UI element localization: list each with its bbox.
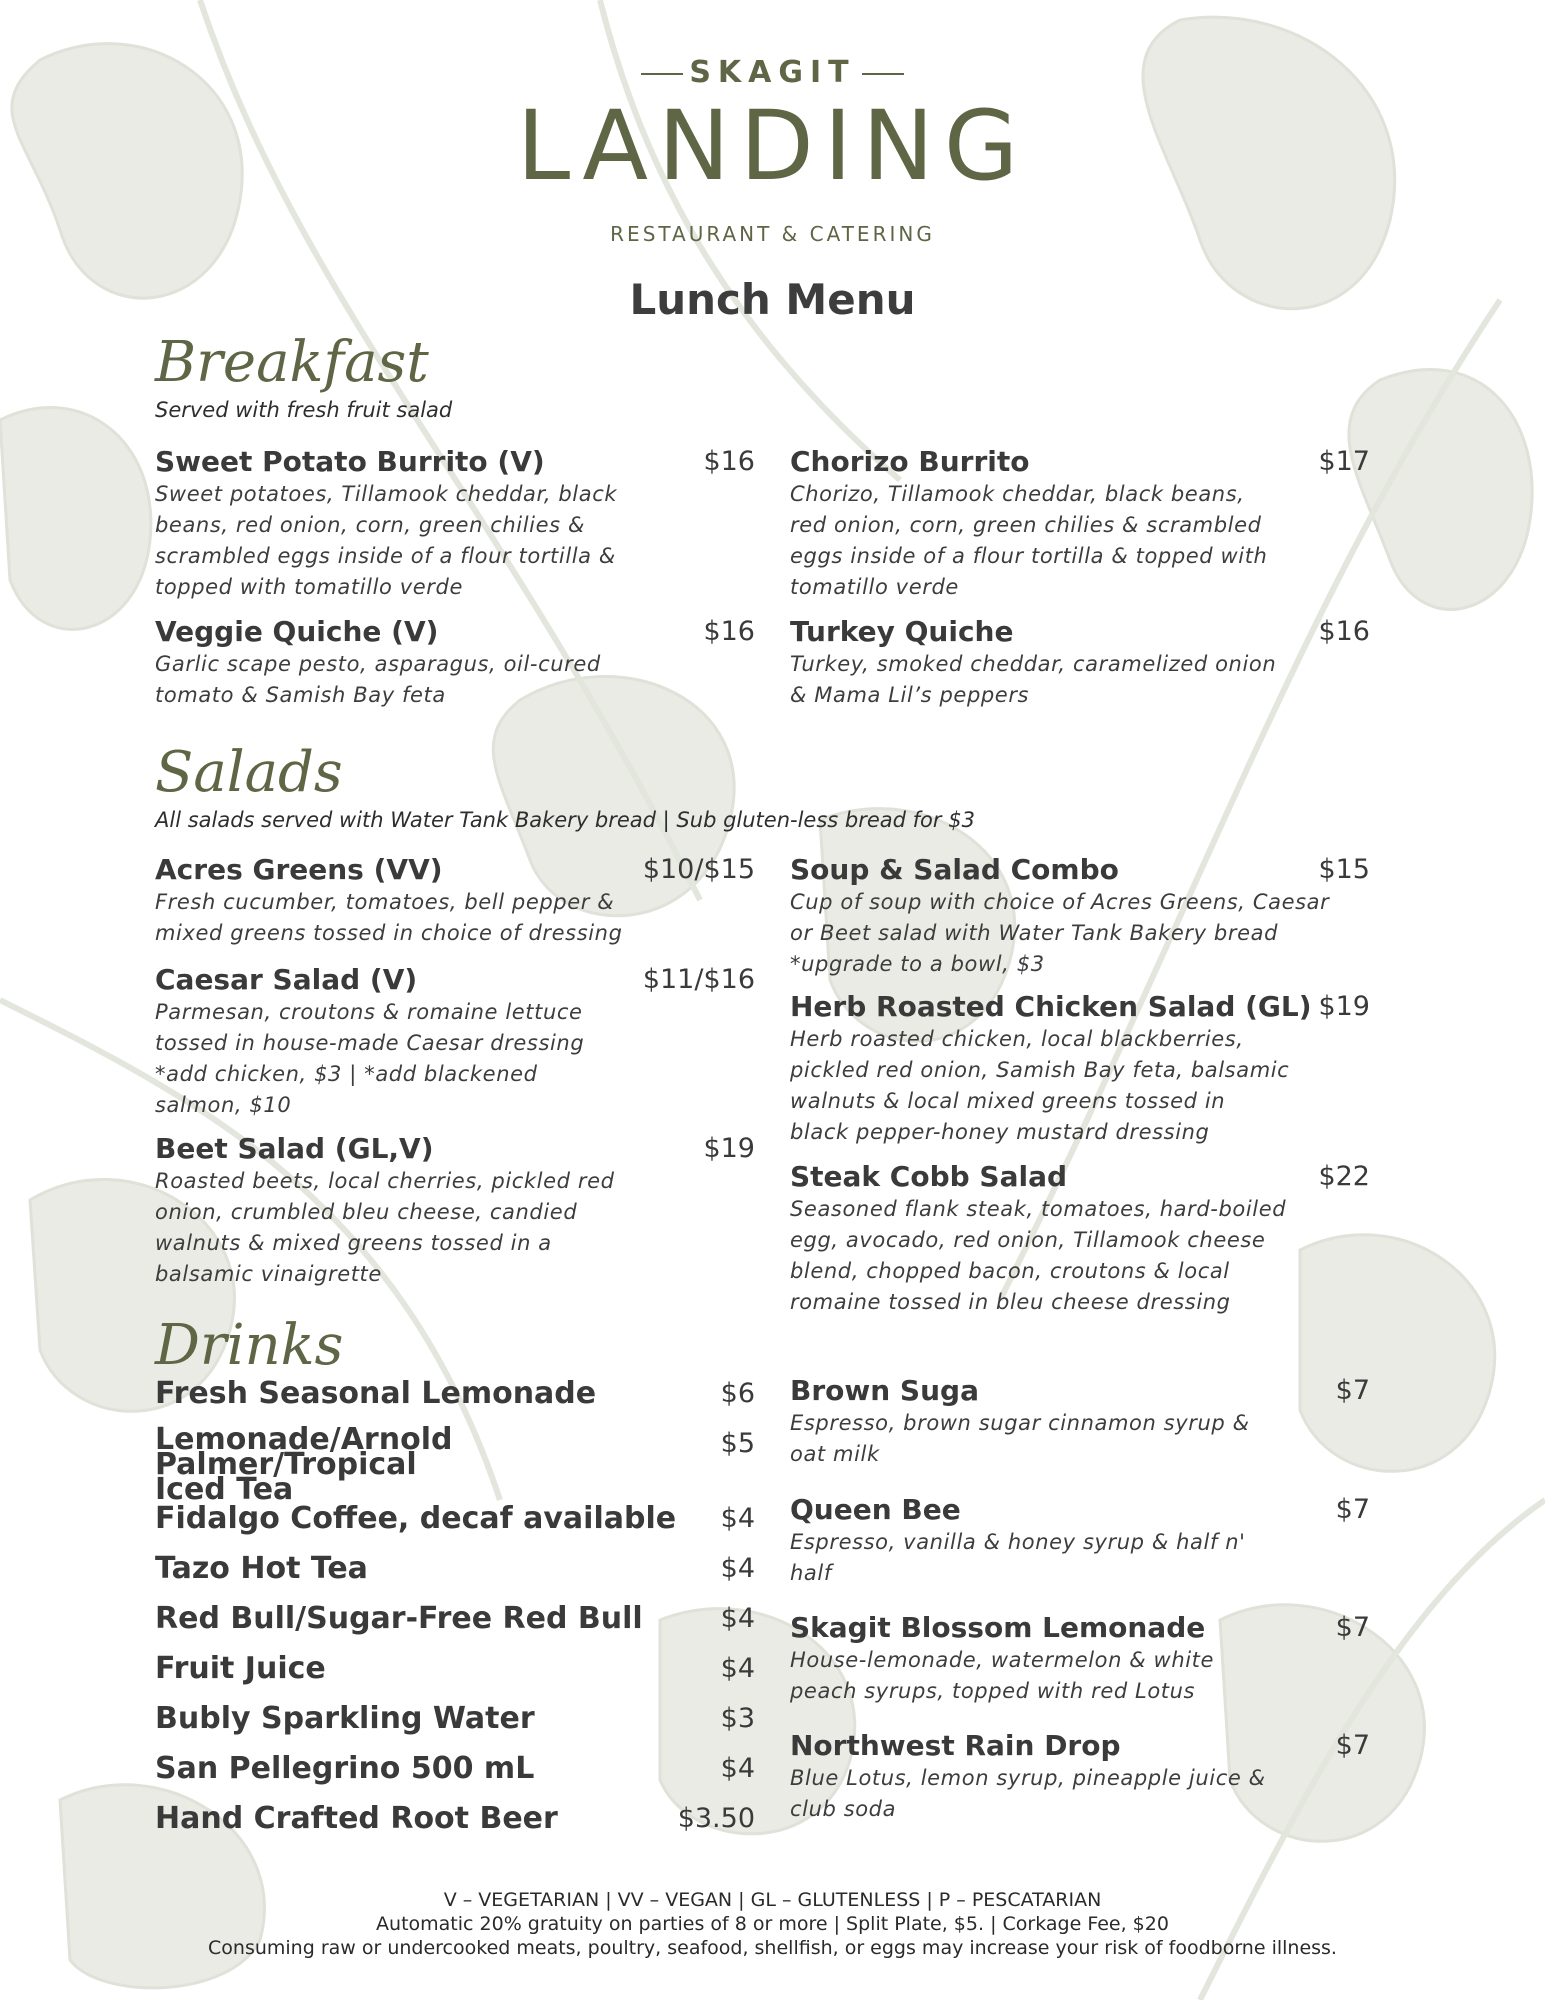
item-price: $7 — [1335, 1612, 1370, 1643]
drink-item — [155, 1702, 755, 1736]
desc-line: pickled red onion, Samish Bay feta, balsamic — [790, 1058, 1290, 1082]
menu-item — [790, 853, 1370, 980]
item-name: Caesar Salad (V) — [155, 963, 418, 996]
item-name: Hand Crafted Root Beer — [155, 1801, 558, 1836]
drink-item — [155, 1377, 755, 1411]
desc-line: Espresso, vanilla & honey syrup & half n' — [790, 1530, 1246, 1554]
desc-line: walnuts & mixed greens tossed in a — [155, 1231, 552, 1255]
item-name: Fidalgo Coffee, decaf available — [155, 1501, 677, 1536]
desc-line: *add chicken, $3 | *add blackened — [155, 1062, 538, 1086]
item-name: Sweet Potato Burrito (V) — [155, 445, 545, 478]
desc-line: tossed in house-made Caesar dressing — [155, 1031, 585, 1055]
item-description — [790, 1408, 1370, 1470]
salads-heading: Salads — [155, 740, 343, 805]
desc-line: Turkey, smoked cheddar, caramelized onion — [790, 652, 1277, 676]
menu-item — [790, 990, 1370, 1148]
desc-line: Espresso, brown sugar cinnamon syrup & — [790, 1411, 1250, 1435]
desc-line: club soda — [790, 1797, 897, 1821]
breakfast-note: Served with fresh fruit salad — [155, 398, 453, 422]
item-name: Steak Cobb Salad — [790, 1160, 1068, 1193]
item-name: Brown Suga — [790, 1374, 979, 1407]
desc-line: Herb roasted chicken, local blackberries, — [790, 1027, 1244, 1051]
item-price: $4 — [720, 1553, 755, 1584]
desc-line: tomato & Samish Bay feta — [155, 683, 446, 707]
item-description — [155, 887, 755, 949]
item-name: Veggie Quiche (V) — [155, 615, 439, 648]
item-price: $4 — [720, 1503, 755, 1534]
item-name: Herb Roasted Chicken Salad (GL) — [790, 990, 1312, 1023]
item-description — [790, 887, 1370, 980]
item-description — [790, 1527, 1370, 1589]
item-price: $4 — [720, 1753, 755, 1784]
desc-line: tomatillo verde — [790, 575, 959, 599]
drink-item — [790, 1729, 1370, 1825]
logo-top-text: SKAGIT — [689, 55, 856, 90]
restaurant-logo — [0, 55, 1545, 246]
desc-line: eggs inside of a flour tortilla & topped with — [790, 544, 1268, 568]
salads-note: All salads served with Water Tank Bakery bread | Sub gluten-less bread for $3 — [155, 808, 975, 832]
logo-subtitle: RESTAURANT & CATERING — [610, 222, 935, 246]
menu-footer — [0, 1888, 1545, 1960]
desc-line: or Beet salad with Water Tank Bakery bread — [790, 921, 1279, 945]
item-name: Beet Salad (GL,V) — [155, 1132, 434, 1165]
breakfast-heading: Breakfast — [155, 330, 429, 395]
drink-item — [155, 1602, 755, 1636]
item-price: $4 — [720, 1653, 755, 1684]
drink-item — [155, 1552, 755, 1586]
desc-line: salmon, $10 — [155, 1093, 292, 1117]
item-price: $16 — [1318, 616, 1370, 647]
desc-line: romaine tossed in bleu cheese dressing — [790, 1290, 1231, 1314]
menu-item — [790, 445, 1370, 603]
item-price: $3.50 — [677, 1803, 755, 1834]
item-name: San Pellegrino 500 mL — [155, 1751, 535, 1786]
menu-item — [155, 853, 755, 949]
item-description — [790, 1645, 1370, 1707]
item-price: $10/$15 — [642, 854, 755, 885]
desc-line: topped with tomatillo verde — [155, 575, 463, 599]
desc-line: onion, crumbled bleu cheese, candied — [155, 1200, 578, 1224]
desc-line: balsamic vinaigrette — [155, 1262, 382, 1286]
item-name: Queen Bee — [790, 1493, 961, 1526]
item-name-line: Iced Tea — [155, 1472, 294, 1507]
item-name: Chorizo Burrito — [790, 445, 1030, 478]
gratuity-note: Automatic 20% gratuity on parties of 8 or more | Split Plate, $5. | Corkage Fee, $20 — [376, 1913, 1169, 1935]
menu-item — [155, 963, 755, 1121]
item-name: Soup & Salad Combo — [790, 853, 1119, 886]
item-name — [155, 1422, 705, 1507]
drink-item — [155, 1652, 755, 1686]
item-price: $5 — [720, 1428, 755, 1459]
item-name: Fresh Seasonal Lemonade — [155, 1376, 597, 1411]
drinks-heading: Drinks — [155, 1313, 344, 1378]
item-name: Turkey Quiche — [790, 615, 1014, 648]
desc-line: peach syrups, topped with red Lotus — [790, 1679, 1196, 1703]
desc-line: walnuts & local mixed greens tossed in — [790, 1089, 1226, 1113]
item-name: Skagit Blossom Lemonade — [790, 1611, 1206, 1644]
item-price: $7 — [1335, 1730, 1370, 1761]
menu-item — [155, 445, 755, 603]
logo-main-text: LANDING — [516, 90, 1029, 202]
logo-rule-left — [641, 73, 683, 75]
dietary-legend: V – VEGETARIAN | VV – VEGAN | GL – GLUTENLESS | P – PESCATARIAN — [443, 1889, 1102, 1911]
desc-line: scrambled eggs inside of a flour tortilla & — [155, 544, 616, 568]
desc-line: half — [790, 1561, 832, 1585]
desc-line: *upgrade to a bowl, $3 — [790, 952, 1045, 976]
drink-item — [155, 1752, 755, 1786]
menu-item — [790, 615, 1370, 711]
item-name: Bubly Sparkling Water — [155, 1701, 535, 1736]
logo-rule-right — [862, 73, 904, 75]
desc-line: & Mama Lil’s peppers — [790, 683, 1030, 707]
desc-line: Parmesan, croutons & romaine lettuce — [155, 1000, 583, 1024]
item-price: $16 — [703, 446, 755, 477]
item-price: $22 — [1318, 1161, 1370, 1192]
item-price: $7 — [1335, 1375, 1370, 1406]
desc-line: Blue Lotus, lemon syrup, pineapple juice & — [790, 1766, 1266, 1790]
item-name: Northwest Rain Drop — [790, 1729, 1121, 1762]
item-description — [155, 649, 755, 711]
menu-item — [790, 1160, 1370, 1318]
desc-line: black pepper-honey mustard dressing — [790, 1120, 1210, 1144]
drink-item — [790, 1493, 1370, 1589]
desc-line: Roasted beets, local cherries, pickled red — [155, 1169, 615, 1193]
menu-item — [155, 615, 755, 711]
food-safety-warning: Consuming raw or undercooked meats, poultry, seafood, shellfish, or eggs may increase your risk of foodborne illness. — [208, 1937, 1337, 1959]
item-price: $19 — [703, 1133, 755, 1164]
desc-line: egg, avocado, red onion, Tillamook cheese — [790, 1228, 1266, 1252]
item-price: $3 — [720, 1703, 755, 1734]
drink-item — [790, 1611, 1370, 1707]
item-description — [790, 649, 1370, 711]
item-name: Red Bull/Sugar-Free Red Bull — [155, 1601, 643, 1636]
desc-line: blend, chopped bacon, croutons & local — [790, 1259, 1230, 1283]
drink-item — [155, 1502, 755, 1536]
item-description — [790, 1194, 1370, 1318]
logo-top-line — [0, 55, 1545, 90]
item-name-line: Lemonade/Arnold Palmer/Tropical — [155, 1422, 453, 1482]
desc-line: Seasoned flank steak, tomatoes, hard-boiled — [790, 1197, 1287, 1221]
item-description — [790, 1024, 1370, 1148]
item-description — [790, 479, 1370, 603]
desc-line: House-lemonade, watermelon & white — [790, 1648, 1215, 1672]
item-price: $4 — [720, 1603, 755, 1634]
desc-line: oat milk — [790, 1442, 880, 1466]
menu-item — [155, 1132, 755, 1290]
item-name: Acres Greens (VV) — [155, 853, 443, 886]
item-price: $17 — [1318, 446, 1370, 477]
desc-line: beans, red onion, corn, green chilies & — [155, 513, 585, 537]
item-price: $19 — [1318, 991, 1370, 1022]
item-description — [155, 1166, 755, 1290]
item-description — [790, 1763, 1370, 1825]
desc-line: Garlic scape pesto, asparagus, oil-cured — [155, 652, 601, 676]
desc-line: Chorizo, Tillamook cheddar, black beans, — [790, 482, 1245, 506]
drink-item — [155, 1802, 755, 1836]
item-price: $11/$16 — [642, 964, 755, 995]
desc-line: Sweet potatoes, Tillamook cheddar, black — [155, 482, 618, 506]
item-description — [155, 479, 755, 603]
desc-line: Cup of soup with choice of Acres Greens, Caesar — [790, 890, 1330, 914]
item-name: Fruit Juice — [155, 1651, 326, 1686]
item-name: Tazo Hot Tea — [155, 1551, 368, 1586]
item-price: $7 — [1335, 1494, 1370, 1525]
desc-line: Fresh cucumber, tomatoes, bell pepper & — [155, 890, 615, 914]
item-price: $6 — [720, 1378, 755, 1409]
menu-title: Lunch Menu — [629, 275, 916, 324]
item-price: $16 — [703, 616, 755, 647]
drink-item — [790, 1374, 1370, 1470]
item-description — [155, 997, 755, 1121]
item-price: $15 — [1318, 854, 1370, 885]
desc-line: red onion, corn, green chilies & scrambled — [790, 513, 1262, 537]
desc-line: mixed greens tossed in choice of dressing — [155, 921, 623, 945]
drink-item — [155, 1422, 755, 1507]
